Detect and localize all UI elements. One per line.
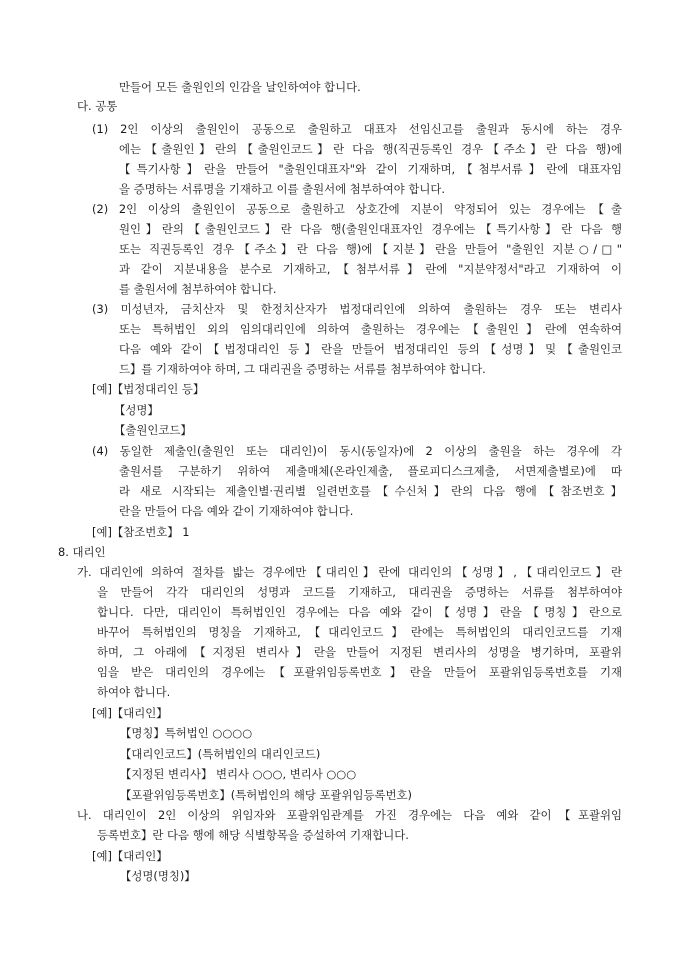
example-line: [예]【법정대리인 등】 <box>92 382 205 396</box>
text-line: (4) 동일한 제출인(출원인 또는 대리인)이 동시(동일자)에 2 이상의 출원을 하는 경우에 각 <box>92 444 622 458</box>
example-field: 【대리인코드】(특허법인의 대리인코드) <box>120 747 321 761</box>
text-line: 원인】란의【출원인코드】란 다음 행(출원인대표자인 경우에는【특기사항】란 다음 행 <box>119 222 622 236</box>
text-line: 임을 받은 대리인의 경우에는【포괄위임등록번호】란을 만들어 포괄위임등록번호를 기재 <box>97 665 622 679</box>
text-line: 가. 대리인에 의하여 절차를 밟는 경우에만【대리인】란에 대리인의【성명】,【대리인코드】란 <box>77 565 622 579</box>
text-line: 드】를 기재하여야 하며, 그 대리권을 증명하는 서류를 첨부하여야 합니다. <box>119 362 486 376</box>
example-line: [예]【참조번호】 1 <box>92 525 190 539</box>
example-field: 【성명】 <box>114 403 159 417</box>
text-line: 하며, 그 아래에【지정된 변리사】란을 만들어 지정된 변리사의 성명을 병기하며, 포괄위 <box>97 645 622 659</box>
text-line: 또는 특허법인 외의 임의대리인에 의하여 출원하는 경우에는【출원인】란에 연속하여 <box>119 322 622 336</box>
text-line: 또는 직권등록인 경우【주소】란 다음 행)에【지분】란을 만들어 "출원인 지분○/□" <box>119 242 622 256</box>
text-line: 하여야 합니다. <box>97 685 171 699</box>
text-line: 만들어 모든 출원인의 인감을 날인하여야 합니다. <box>119 80 361 94</box>
text-line: 과 같이 지분내용을 분수로 기재하고,【첨부서류】란에 "지분약정서"라고 기재하여 이 <box>119 262 622 276</box>
section-heading: 다. 공통 <box>77 99 118 113</box>
text-line: 을 만들어 각각 대리인의 성명과 코드를 기재하고, 대리권을 증명하는 서류를 첨부하여야 <box>97 585 622 599</box>
example-line: [예]【대리인】 <box>92 706 168 720</box>
example-field: 【성명(명칭)】 <box>120 869 196 883</box>
text-line: 바꾸어 특허법인의 명칭을 기재하고,【대리인코드】란에는 특허법인의 대리인코드를 기재 <box>97 625 622 639</box>
text-line: (2) 2인 이상의 출원인이 공동으로 출원하고 상호간에 지분이 약정되어 있는 경우에는【출 <box>92 202 622 216</box>
text-line: 【특기사항】란을 만들어 "출원인대표자"와 같이 기재하며,【첨부서류】란에 대표자임 <box>119 162 622 176</box>
section-heading: 8. 대리인 <box>58 545 106 559</box>
text-line: 나. 대리인이 2인 이상의 위임자와 포괄위임관계를 가진 경우에는 다음 예와 같이【포괄위임 <box>77 808 622 822</box>
example-line: [예]【대리인】 <box>92 849 168 863</box>
text-line: 다음 예와 같이【법정대리인 등】란을 만들어 법정대리인 등의【성명】및【출원인코 <box>119 342 622 356</box>
text-line: 에는【출원인】란의【출원인코드】란 다음 행(직권등록인 경우【주소】란 다음 행)에 <box>119 142 622 156</box>
text-line: 을 증명하는 서류명을 기재하고 이를 출원서에 첨부하여야 합니다. <box>119 182 446 196</box>
text-line: (3) 미성년자, 금치산자 및 한정치산자가 법정대리인에 의하여 출원하는 경우 또는 변리사 <box>92 302 622 316</box>
example-field: 【포괄위임등록번호】(특허법인의 해당 포괄위임등록번호) <box>120 788 412 802</box>
text-line: 합니다. 다만, 대리인이 특허법인인 경우에는 다음 예와 같이【성명】란을【명칭】란으로 <box>97 605 622 619</box>
example-field: 【명칭】특허법인 ○○○○ <box>120 726 253 740</box>
text-line: 를 출원서에 첨부하여야 합니다. <box>119 282 277 296</box>
text-line: 란을 만들어 다음 예와 같이 기재하여야 합니다. <box>119 504 354 518</box>
example-field: 【출원인코드】 <box>114 423 192 437</box>
text-line: (1) 2인 이상의 출원인이 공동으로 출원하고 대표자 선임신고를 출원과 동시에 하는 경우 <box>92 122 622 136</box>
text-line: 라 새로 시작되는 제출인별·권리별 일련번호를【수신처】란의 다음 행에【참조번호】 <box>119 484 622 498</box>
text-line: 등록번호】란 다음 행에 해당 식별항목을 증설하여 기재합니다. <box>97 828 409 842</box>
text-line: 출원서를 구분하기 위하여 제출매체(온라인제출, 플로피디스크제출, 서면제출별로)에 따 <box>119 464 622 478</box>
example-field: 【지정된 변리사】 변리사 ○○○, 변리사 ○○○ <box>120 767 357 781</box>
